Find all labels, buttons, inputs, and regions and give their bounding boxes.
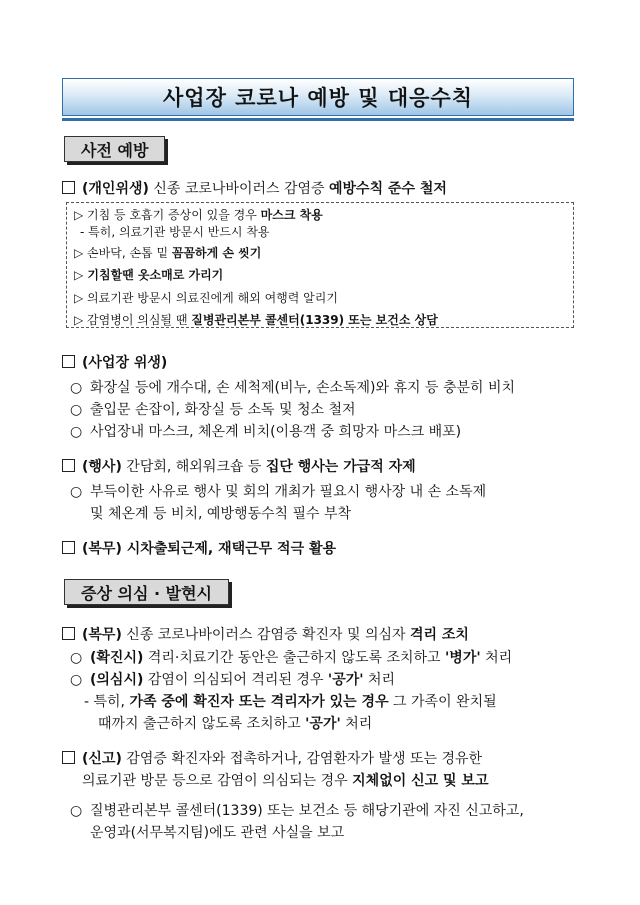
title-underline (62, 118, 574, 121)
checkbox-square-icon (62, 751, 75, 764)
list-item-continuation: 운영과(서무복지팀)에도 관련 사실을 보고 (90, 825, 345, 841)
checkbox-square-icon (62, 627, 75, 640)
personal-line-cough: ▷ 기침할땐 옷소매로 가리기 (74, 268, 224, 282)
page-title: 사업장 코로나 예방 및 대응수칙 (163, 86, 473, 110)
personal-line-travel: ▷ 의료기관 방문시 의료진에게 해외 여행력 알리기 (74, 291, 338, 305)
list-item: ○ (확진시) 격리·치료기간 동안은 출근하지 않도록 조치하고 '병가' 처리 (70, 650, 513, 666)
list-item: ○ (의심시) 감염이 의심되어 격리된 경우 '공가' 처리 (70, 672, 396, 688)
list-item: ○ 질병관리본부 콜센터(1339) 또는 보건소 등 해당기관에 자진 신고하고, (70, 803, 524, 819)
personal-line-handwash: ▷ 손바닥, 손톱 밑 꼼꼼하게 손 씻기 (74, 246, 262, 260)
checkbox-square-icon (62, 541, 75, 554)
checkbox-square-icon (62, 355, 75, 368)
event-heading: (행사) 간담회, 해외워크숍 등 집단 행사는 가급적 자제 (62, 456, 416, 476)
personal-line-consult: ▷ 감염병이 의심될 땐 질병관리본부 콜센터(1339) 또는 보건소 상담 (74, 313, 438, 327)
list-item: ○ 부득이한 사유로 행사 및 회의 개최가 필요시 행사장 내 손 소독제 (70, 484, 487, 500)
personal-hygiene-heading: (개인위생) 신종 코로나바이러스 감염증 예방수칙 준수 철저 (62, 178, 447, 198)
list-item-continuation: 및 체온계 등 비치, 예방행동수칙 필수 부착 (90, 506, 352, 522)
section-prevention: 사전 예방 (64, 136, 165, 162)
personal-line-mask-note: - 특히, 의료기관 방문시 반드시 착용 (80, 225, 270, 239)
section-symptom: 증상 의심 · 발현시 (64, 579, 229, 605)
page-title-box (62, 78, 574, 116)
workplace-hygiene-heading: (사업장 위생) (62, 352, 167, 372)
personal-line-mask: ▷ 기침 등 호흡기 증상이 있을 경우 마스크 착용 (74, 208, 323, 222)
list-sub-item: - 특히, 가족 중에 확진자 또는 격리자가 있는 경우 그 가족이 완치될 (84, 694, 497, 710)
list-item: ○ 출입문 손잡이, 화장실 등 소독 및 청소 철저 (70, 402, 356, 418)
report-heading: (신고) 감염증 확진자와 접촉하거나, 감염환자가 발생 또는 경유한 (62, 748, 482, 768)
service-heading: (복무) 시차출퇴근제, 재택근무 적극 활용 (62, 538, 336, 558)
symptom-service-heading: (복무) 신종 코로나바이러스 감염증 확진자 및 의심자 격리 조치 (62, 624, 469, 644)
report-heading-continuation: 의료기관 방문 등으로 감염이 의심되는 경우 지체없이 신고 및 보고 (82, 773, 489, 789)
list-sub-item-continuation: 때까지 출근하지 않도록 조치하고 '공가' 처리 (98, 716, 373, 732)
checkbox-square-icon (62, 181, 75, 194)
list-item: ○ 사업장내 마스크, 체온계 비치(이용객 중 희망자 마스크 배포) (70, 424, 462, 440)
checkbox-square-icon (62, 459, 75, 472)
list-item: ○ 화장실 등에 개수대, 손 세척제(비누, 손소독제)와 휴지 등 충분히 비치 (70, 380, 516, 396)
